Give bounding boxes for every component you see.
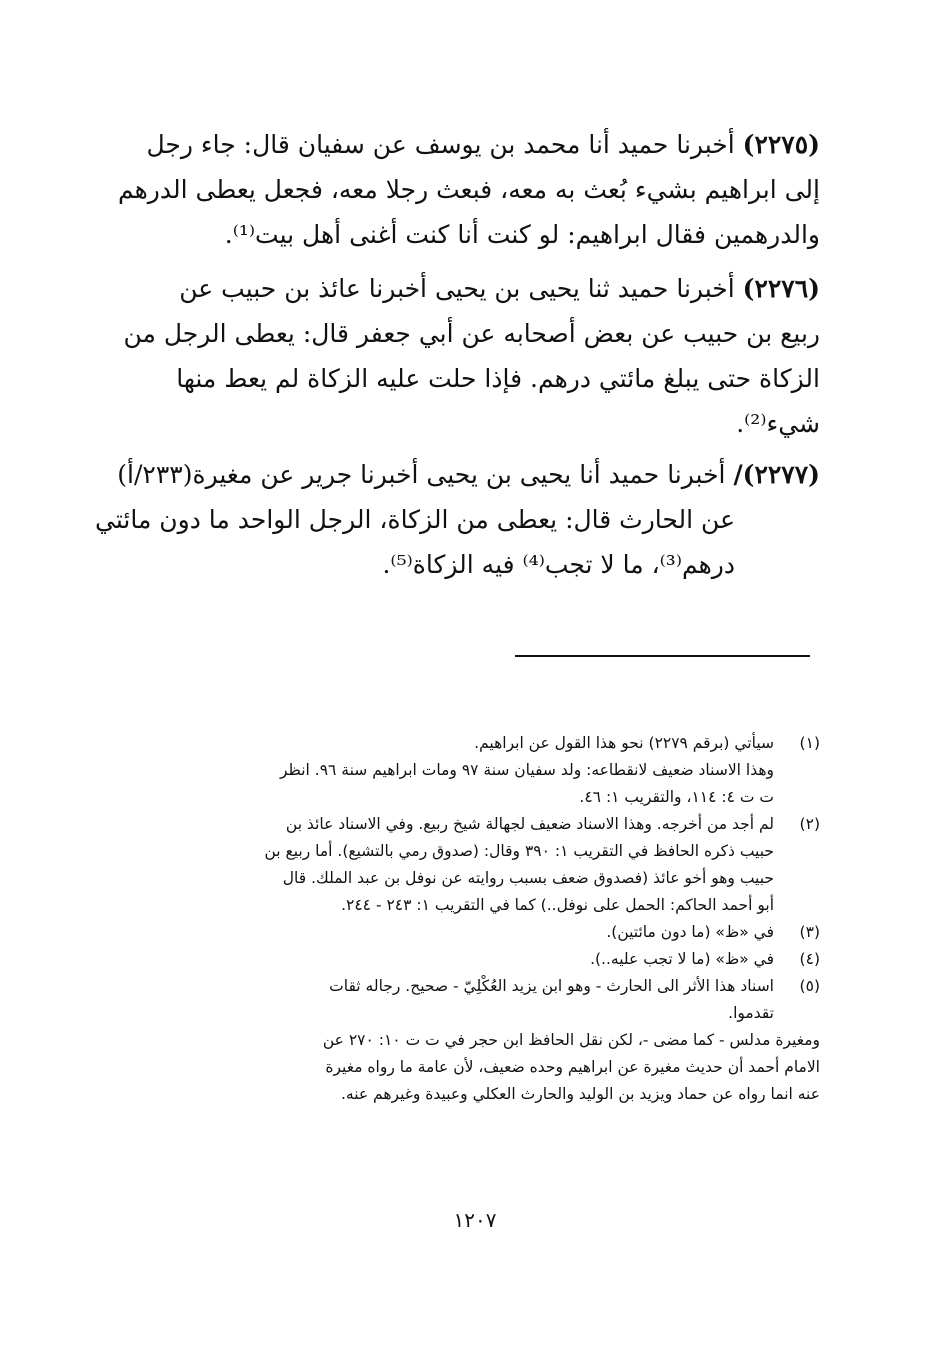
footnote-3: [140, 919, 820, 946]
footnote-number: (٣): [799, 923, 820, 941]
footnote-line: تقدموا.: [728, 1004, 774, 1022]
footnote-line: عنه انما رواه عن حماد ويزيد بن الوليد والحارث العكلي وعبيدة وغيرهم عنه.: [340, 1085, 820, 1103]
footnote-line: ومغيرة مدلس - كما مضى -، لكن نقل الحافظ ابن حجر في ت ت ١٠: ٢٧٠ عن: [322, 1031, 820, 1049]
footnote-separator: [515, 655, 810, 657]
hadith-line: عن الحارث قال: يعطى من الزكاة، الرجل الواحد ما دون مائتي: [95, 505, 735, 534]
hadith-2275: [117, 122, 820, 257]
hadith-line: شيء⁽²⁾.: [736, 409, 820, 438]
footnote-text: [140, 946, 774, 973]
hadith-line: والدرهمين فقال ابراهيم: لو كنت أنا كنت أغنى أهل بيت⁽¹⁾.: [224, 220, 820, 249]
footnote-line: حبيب ذكره الحافظ في التقريب ١: ٣٩٠ وقال: (صدوق رمي بالتشيع). أما ربيع بن: [264, 842, 774, 860]
folio-marker: (٢٣٣/أ): [117, 460, 193, 489]
footnote-5: [140, 973, 820, 1027]
footnote-number: (١): [799, 734, 820, 752]
footnote-text: [140, 811, 774, 919]
footnote-number: (٤): [799, 950, 820, 968]
hadith-line: ربيع بن حبيب عن بعض أصحابه عن أبي جعفر قال: يعطى الرجل من: [123, 319, 820, 348]
footnote-text: [140, 919, 774, 946]
hadith-line: إلى ابراهيم بشيء بُعث به معه، فبعث رجلا معه، فجعل يعطى الدرهم: [117, 175, 820, 204]
footnote-text: [140, 973, 774, 1027]
footnote-line: الامام أحمد أن حديث مغيرة عن ابراهيم وحده ضعيف، لأن عامة ما رواه مغيرة: [325, 1058, 820, 1076]
hadith-line: [140, 266, 820, 311]
footnote-line: أبو أحمد الحاكم: الحمل على نوفل..) كما في التقريب ١: ٢٤٣ - ٢٤٤.: [341, 896, 774, 914]
hadith-line: الزكاة حتى يبلغ مائتي درهم. فإذا حلت عليه الزكاة لم يعط منها: [176, 364, 820, 393]
hadith-number: (٢٢٧٦): [742, 274, 820, 303]
hadith-line: [140, 122, 820, 167]
footnote-text: [140, 730, 774, 811]
footnote-number: (٢): [799, 815, 820, 833]
footnote-line: سيأتي (برقم ٢٢٧٩) نحو هذا القول عن ابراهيم.: [474, 734, 774, 752]
footnote-line: ت ت ٤: ١١٤، والتقريب ١: ٤٦.: [579, 788, 774, 806]
footnote-continuation: [140, 1027, 820, 1108]
hadith-number: (٢٢٧٧)/: [733, 460, 820, 489]
hadith-line: [55, 452, 820, 497]
footnote-line: وهذا الاسناد ضعيف لانقطاعه: ولد سفيان سنة ٩٧ ومات ابراهيم سنة ٩٦. انظر: [279, 761, 774, 779]
hadith-text: أخبرنا حميد أنا يحيى بن يحيى أخبرنا جرير عن مغيرة: [192, 460, 726, 489]
footnote-2: [140, 811, 820, 919]
hadith-line: درهم⁽³⁾، ما لا تجب⁽⁴⁾ فيه الزكاة⁽⁵⁾.: [382, 550, 735, 579]
hadith-text: أخبرنا حميد ثنا يحيى بن يحيى أخبرنا عائذ بن حبيب عن: [179, 274, 735, 303]
page-number: ١٢٠٧: [453, 1208, 497, 1232]
hadith-2276: [123, 266, 820, 446]
footnote-1: [140, 730, 820, 811]
hadith-text: أخبرنا حميد أنا محمد بن يوسف عن سفيان قال: جاء رجل: [146, 130, 735, 159]
footnote-line: حبيب وهو أخو عائذ (فصدوق ضعف بسبب روايته عن نوفل بن عبد الملك. قال: [282, 869, 774, 887]
footnote-line: في «ظ» (ما دون مائتين).: [606, 923, 774, 941]
footnote-number: (٥): [799, 977, 820, 995]
footnote-line: في «ظ» (ما لا تجب عليه..).: [590, 950, 774, 968]
hadith-2277: [55, 452, 820, 587]
hadith-number: (٢٢٧٥): [742, 130, 820, 159]
footnote-4: [140, 946, 820, 973]
footnote-line: اسناد هذا الأثر الى الحارث - وهو ابن يزيد العُكْلِيّ - صحيح. رجاله ثقات: [329, 977, 774, 995]
footnote-line: لم أجد من أخرجه. وهذا الاسناد ضعيف لجهالة شيخ ربيع. وفي الاسناد عائذ بن: [285, 815, 774, 833]
footnotes: [140, 730, 820, 1108]
